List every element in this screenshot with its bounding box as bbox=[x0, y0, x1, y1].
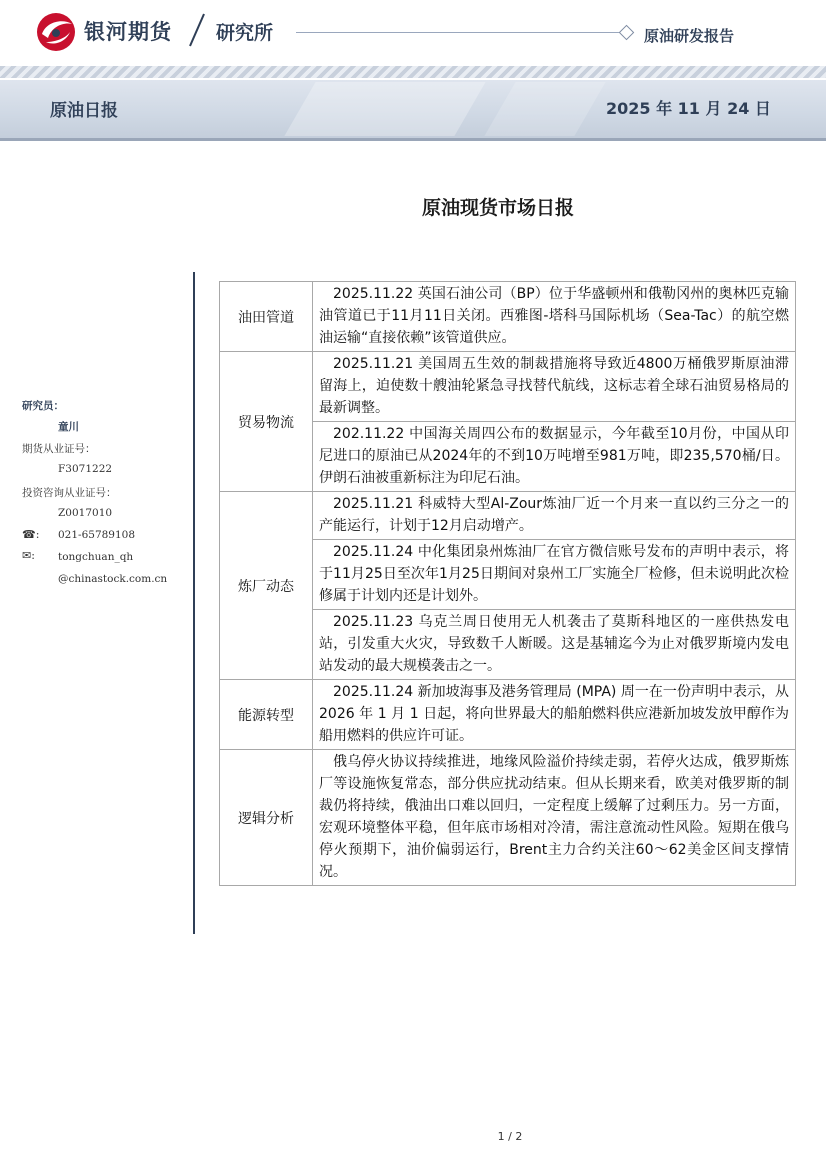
phone-icon: ☎: bbox=[22, 528, 40, 541]
galaxy-futures-logo-icon bbox=[36, 12, 76, 52]
category-cell: 逻辑分析 bbox=[220, 750, 313, 886]
brand-name: 银河期货 bbox=[84, 20, 172, 44]
report-title: 原油日报 bbox=[50, 101, 118, 121]
advisory-license-label: 投资咨询从业证号： bbox=[22, 487, 117, 499]
researcher-name: 童川 bbox=[58, 421, 79, 433]
table-row bbox=[220, 680, 796, 750]
advisory-license-number: Z0017010 bbox=[58, 507, 113, 519]
category-cell: 能源转型 bbox=[220, 680, 313, 750]
news-item: 2025.11.24 新加坡海事及港务管理局 (MPA) 周一在一份声明中表示，从 2026 年 1 月 1 日起，将向世界最大的船舶燃料供应港新加坡发放甲醇作为船用燃料的供应许可证。 bbox=[313, 680, 796, 750]
header-stripe bbox=[0, 66, 826, 78]
department-name: 研究所 bbox=[216, 22, 274, 44]
document-title: 原油现货市场日报 bbox=[421, 197, 574, 219]
table-row bbox=[220, 352, 796, 422]
page-number: 1 / 2 bbox=[497, 1130, 523, 1143]
news-item: 2025.11.21 美国周五生效的制裁措施将导致近4800万桶俄罗斯原油滞留海上，迫使数十艘油轮紧急寻找替代航线，这标志着全球石油贸易格局的最新调整。 bbox=[313, 352, 796, 422]
sidebar-divider bbox=[193, 272, 195, 934]
news-item: 2025.11.24 中化集团泉州炼油厂在官方微信账号发布的声明中表示，将于11月25日至次年1月25日期间对泉州工厂实施全厂检修，但未说明此次检修属于计划内还是计划外。 bbox=[313, 540, 796, 610]
category-cell: 贸易物流 bbox=[220, 352, 313, 492]
category-cell: 油田管道 bbox=[220, 282, 313, 352]
futures-license-label: 期货从业证号： bbox=[22, 443, 96, 455]
email-icon: ✉: bbox=[22, 549, 35, 562]
header-slash-divider bbox=[182, 10, 210, 50]
news-item: 2025.11.23 乌克兰周日使用无人机袭击了莫斯科地区的一座供热发电站，引发重大火灾，导致数千人断暖。这是基辅迄今为止对俄罗斯境内发电站发动的最大规模袭击之一。 bbox=[313, 610, 796, 680]
table-row bbox=[220, 750, 796, 886]
news-table bbox=[219, 281, 796, 886]
category-cell: 炼厂动态 bbox=[220, 492, 313, 680]
news-item: 俄乌停火协议持续推进，地缘风险溢价持续走弱，若停火达成，俄罗斯炼厂等设施恢复常态，部分供应扰动结束。但从长期来看，欧美对俄罗斯的制裁仍将持续，俄油出口难以回归，一定程度上缓解了过剩压力。另一方面，宏观环境整体平稳，但年底市场相对冷清，需注意流动性风险。短期在俄乌停火预期下，油价偏弱运行，Brent主力合约关注60～62美金区间支撑情况。 bbox=[313, 750, 796, 886]
header-rule bbox=[296, 32, 622, 33]
news-item: 202.11.22 中国海关周四公布的数据显示，今年截至10月份，中国从印尼进口的原油已从2024年的不到10万吨增至981万吨，即235,570桶/日。伊朗石油被重新标注为印尼石油。 bbox=[313, 422, 796, 492]
header-band-border bbox=[0, 138, 826, 141]
diamond-icon bbox=[619, 25, 635, 41]
futures-license-number: F3071222 bbox=[58, 463, 113, 475]
table-row bbox=[220, 492, 796, 540]
band-decoration bbox=[284, 82, 485, 136]
news-item: 2025.11.21 科威特大型Al-Zour炼油厂近一个月来一直以约三分之一的产能运行，计划于12月启动增产。 bbox=[313, 492, 796, 540]
report-date: 2025 年 11 月 24 日 bbox=[606, 99, 771, 118]
email-address-line1[interactable]: tongchuan_qh bbox=[58, 551, 134, 563]
researcher-label: 研究员： bbox=[22, 400, 64, 412]
news-item: 2025.11.22 英国石油公司（BP）位于华盛顿州和俄勒冈州的奥林匹克输油管道已于11月11日关闭。西雅图-塔科马国际机场（Sea-Tac）的航空燃油运输“直接依赖”该管道供应。 bbox=[313, 282, 796, 352]
report-category: 原油研发报告 bbox=[644, 27, 735, 45]
email-address-line2[interactable]: @chinastock.com.cn bbox=[58, 573, 168, 585]
phone-number: 021-65789108 bbox=[58, 529, 136, 541]
table-row bbox=[220, 282, 796, 352]
